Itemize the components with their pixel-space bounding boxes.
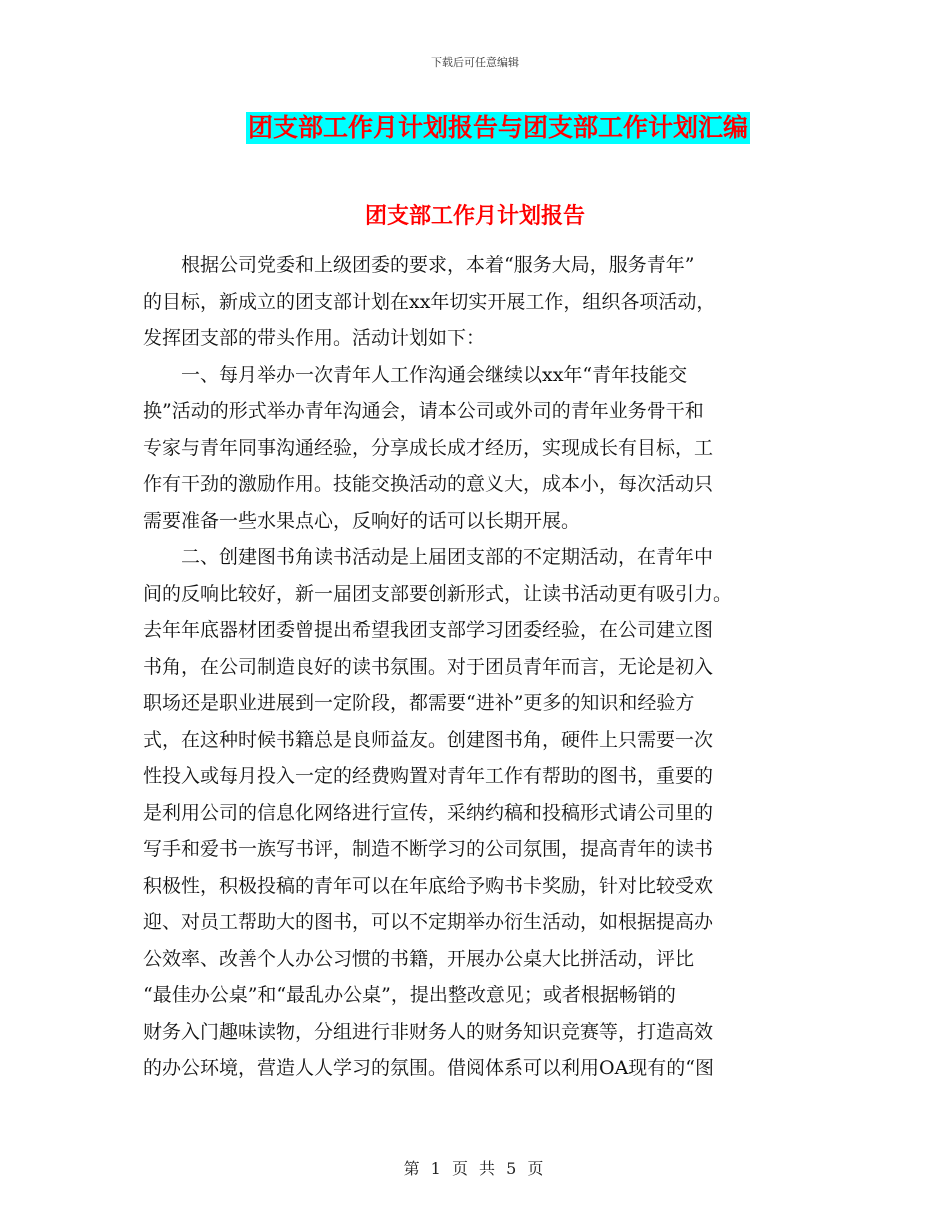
body-line: 性投入或每月投入一定的经费购置对青年工作有帮助的图书，重要的: [143, 765, 714, 787]
body-line: 二、创建图书角读书活动是上届团支部的不定期活动，在青年中: [143, 546, 714, 568]
page-footer: 第 1 页 共 5 页: [403, 1159, 547, 1178]
body-line: 专家与青年同事沟通经验，分享成长成才经历，实现成长有目标，工: [143, 436, 714, 459]
body-line: 作有干劲的激励作用。技能交换活动的意义大，成本小，每次活动只: [143, 473, 714, 495]
section-title: 团支部工作月计划报告: [364, 204, 585, 229]
main-title-wrap: [0, 112, 950, 144]
body-line: 写手和爱书一族写书评，制造不断学习的公司氛围，提高青年的读书: [143, 838, 714, 860]
body-line: 根据公司党委和上级团委的要求，本着“服务大局，服务青年”: [143, 254, 695, 276]
body-line: 公效率、改善个人办公习惯的书籍，开展办公桌大比拼活动，评比: [143, 947, 695, 970]
body-line: 换”活动的形式举办青年沟通会，请本公司或外司的青年业务骨干和: [143, 400, 704, 422]
body-line: 间的反响比较好，新一届团支部要创新形式，让读书活动更有吸引力。: [143, 582, 733, 605]
body-line: 去年年底器材团委曾提出希望我团支部学习团委经验，在公司建立图: [143, 619, 714, 641]
body-text: [143, 247, 801, 1087]
body-line: 迎、对员工帮助大的图书，可以不定期举办衍生活动，如根据提高办: [143, 911, 714, 933]
body-line: 需要准备一些水果点心，反响好的话可以长期开展。: [143, 509, 581, 532]
body-line: 的目标，新成立的团支部计划在xx年切实开展工作，组织各项活动，: [143, 290, 716, 313]
main-title: 团支部工作月计划报告与团支部工作计划汇编: [247, 113, 748, 142]
header-note: 下载后可任意编辑: [431, 56, 519, 69]
body-line: 积极性，积极投稿的青年可以在年底给予购书卡奖励，针对比较受欢: [143, 874, 714, 897]
body-line: 是利用公司的信息化网络进行宣传，采纳约稿和投稿形式请公司里的: [143, 801, 714, 824]
body-line: 一、每月举办一次青年人工作沟通会继续以xx年“青年技能交: [143, 363, 688, 386]
body-line: 职场还是职业进展到一定阶段，都需要“进补”更多的知识和经验方: [143, 692, 695, 714]
body-line: 式，在这种时候书籍总是良师益友。创建图书角，硬件上只需要一次: [143, 728, 714, 751]
body-line: 发挥团支部的带头作用。活动计划如下：: [143, 327, 486, 349]
body-line: 书角，在公司制造良好的读书氛围。对于团员青年而言，无论是初入: [143, 655, 714, 678]
body-line: 的办公环境，营造人人学习的氛围。借阅体系可以利用OA现有的“图: [143, 1057, 715, 1079]
body-line: “最佳办公桌”和“最乱办公桌”，提出整改意见；或者根据畅销的: [143, 984, 676, 1006]
body-line: 财务入门趣味读物，分组进行非财务人的财务知识竞赛等，打造高效: [143, 1020, 714, 1043]
